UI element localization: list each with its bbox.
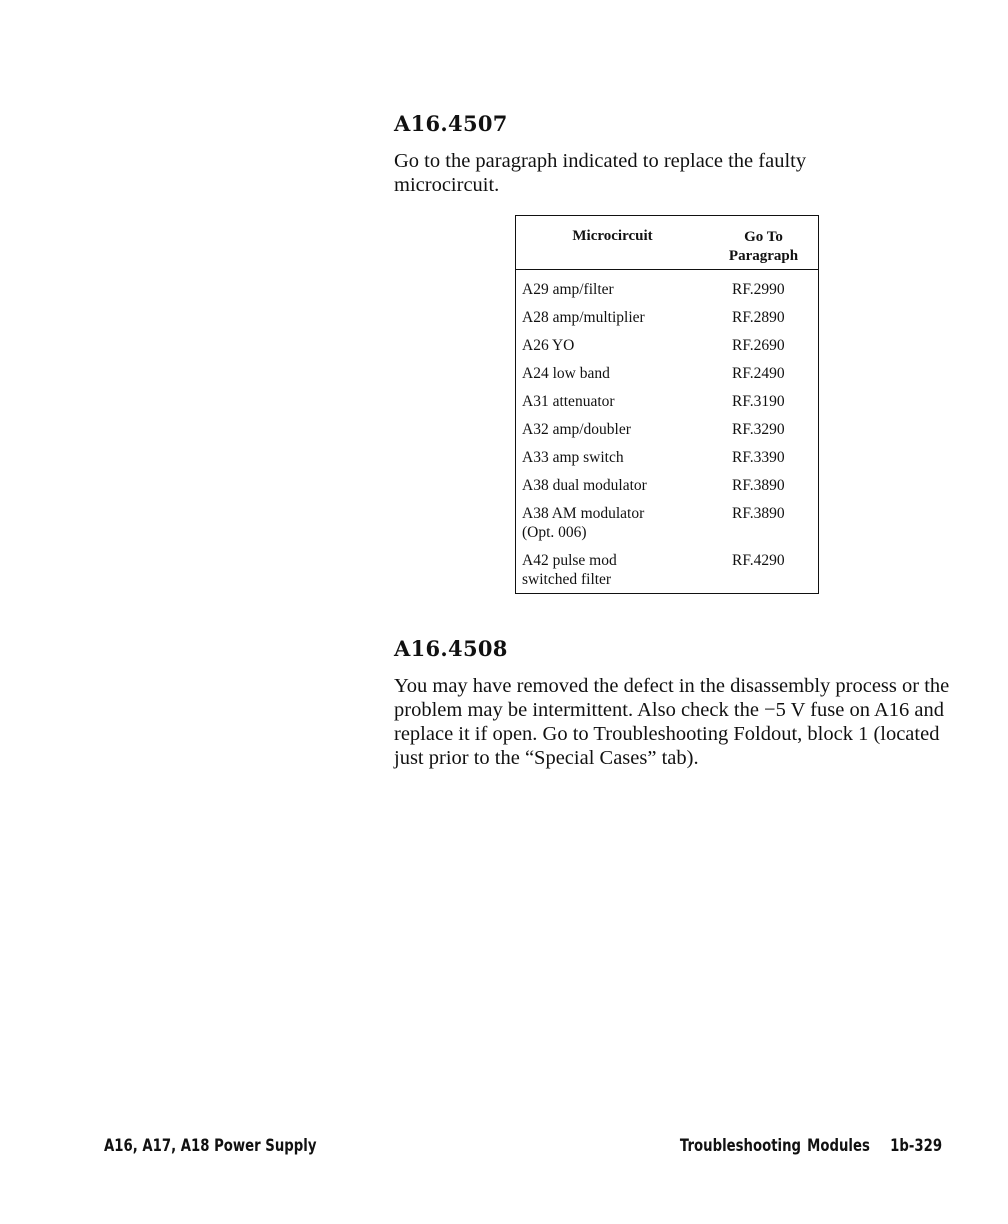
table-row (516, 280, 818, 299)
section-heading-a16-4508: A16.4508 (394, 636, 508, 661)
column-header-go-to-paragraph (709, 216, 818, 269)
paragraph-cell: RF.3890 (732, 477, 785, 494)
microcircuit-cell-line2: (Opt. 006) (522, 524, 587, 541)
microcircuit-cell: A31 attenuator (522, 393, 615, 410)
microcircuit-cell-line2: switched filter (522, 571, 612, 588)
table-row (516, 504, 818, 542)
microcircuit-table (515, 215, 819, 594)
paragraph-cell: RF.3190 (732, 393, 785, 410)
paragraph-cell: RF.3390 (732, 449, 785, 466)
footer-chapter-title: A16, A17, A18 Power Supply (104, 1136, 317, 1156)
paragraph-cell: RF.4290 (732, 552, 785, 569)
page-number: 1b-329 (890, 1136, 942, 1156)
footer-right (680, 1136, 942, 1156)
microcircuit-cell: A29 amp/filter (522, 281, 614, 298)
microcircuit-cell: A33 amp switch (522, 449, 624, 466)
table-row (516, 308, 818, 327)
paragraph-cell: RF.3290 (732, 421, 785, 438)
table-row (516, 476, 818, 495)
column-header-go-to-line1: Go To (744, 229, 783, 245)
section-text-a16-4507: Go to the paragraph indicated to replace the faulty microcircuit. (394, 150, 807, 196)
paragraph-cell: RF.2690 (732, 337, 785, 354)
microcircuit-cell (516, 551, 726, 589)
paragraph-cell: RF.3890 (732, 505, 785, 522)
microcircuit-cell: A26 YO (522, 337, 575, 354)
table-row (516, 420, 818, 439)
table-row (516, 336, 818, 355)
table-row (516, 551, 818, 589)
table-row (516, 448, 818, 467)
paragraph-cell: RF.2890 (732, 309, 785, 326)
column-header-microcircuit: Microcircuit (572, 228, 653, 244)
microcircuit-cell-line1: A42 pulse mod (522, 552, 617, 569)
microcircuit-cell: A24 low band (522, 365, 610, 382)
footer-section-title: Troubleshooting Modules (679, 1136, 870, 1156)
table-header (516, 216, 818, 270)
table-row (516, 364, 818, 383)
microcircuit-cell: A28 amp/multiplier (522, 309, 645, 326)
paragraph-cell: RF.2990 (732, 281, 785, 298)
table-body (516, 270, 818, 593)
microcircuit-cell (516, 504, 726, 542)
section-heading-a16-4507: A16.4507 (394, 111, 508, 136)
microcircuit-cell-line1: A38 AM modulator (522, 505, 645, 522)
paragraph-cell: RF.2490 (732, 365, 785, 382)
section-text-a16-4508: You may have removed the defect in the disassembly process or the problem may be intermittent. Also check the −5 V fuse on A16 and replace it if open. Go to Troubleshooting Foldout, block 1 (located just prior to the “Special Cases” tab). (394, 675, 950, 769)
microcircuit-cell: A32 amp/doubler (522, 421, 631, 438)
column-header-go-to-line2: Paragraph (728, 248, 799, 264)
microcircuit-cell: A38 dual modulator (522, 477, 647, 494)
table-row (516, 392, 818, 411)
